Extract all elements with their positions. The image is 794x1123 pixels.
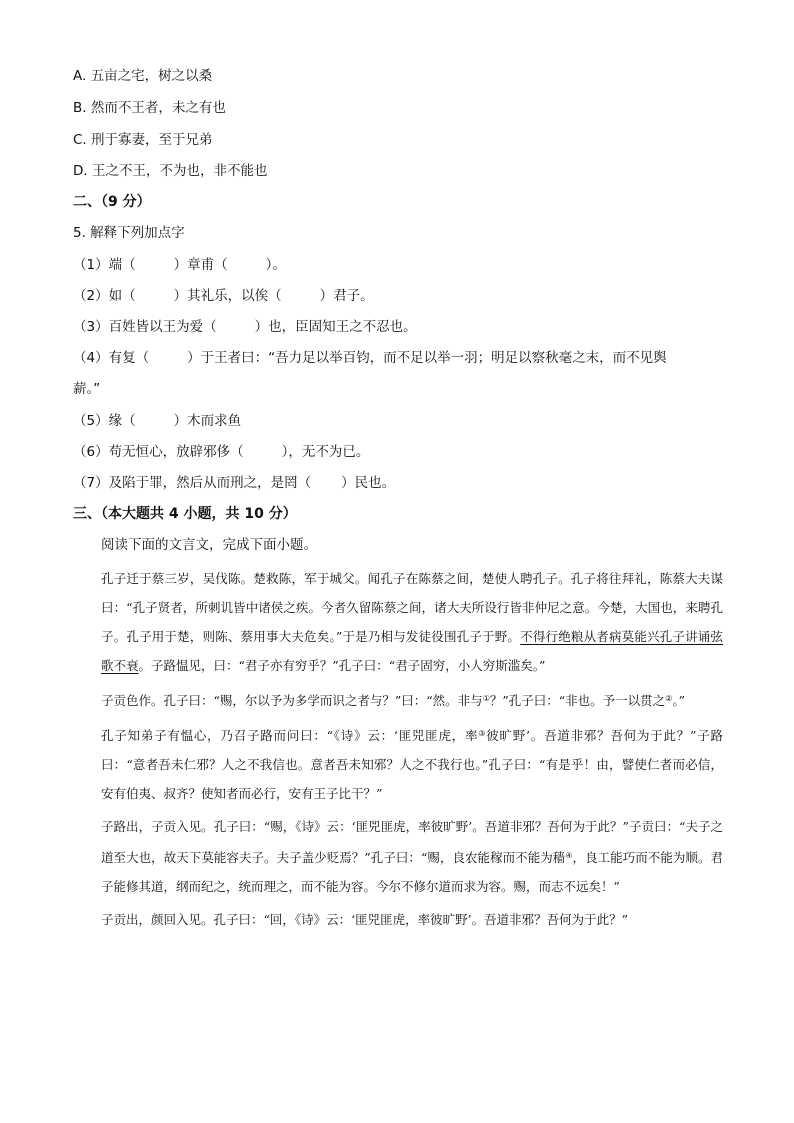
passage-paragraph-5: 子贡出，颜回入见。孔子曰：“回，《诗》云：‘匪兕匪虎，率彼旷野’。吾道非邪？吾何为于此？” <box>101 912 628 927</box>
p1-text-b: 。子路愠见，曰：“君子亦有穷乎？”孔子曰：“君子固穷，小人穷斯滥矣。” <box>138 658 546 673</box>
q5-item-4 <box>73 349 667 367</box>
q5-item-7-a: （7）及陷于罪，然后从而刑之，是罔（ <box>73 475 312 491</box>
q5-item-2-b: ）其礼乐，以俟（ <box>173 288 282 304</box>
q5-item-4-b: ）于王者曰：“吾力足以举百钧，而不足以举一羽；明足以察秋毫之末，而不见舆 <box>187 350 667 366</box>
q5-item-5-b: ）木而求鱼 <box>173 413 242 429</box>
section-2-heading: 二、（9 分） <box>73 194 151 210</box>
footnote-marker-3: ③ <box>478 729 487 738</box>
q5-item-5 <box>73 412 241 430</box>
footnote-marker-1: ① <box>482 694 490 703</box>
p2-text-b: ？”孔子曰：“非也。予一以贯之 <box>489 693 666 708</box>
q5-item-4-a: （4）有复（ <box>73 350 150 366</box>
p2-text-a: 子贡色作。孔子曰：“赐，尔以予为多学而识之者与？”曰：“然。非与 <box>101 693 483 708</box>
q5-item-7-b: ）民也。 <box>341 475 396 491</box>
q5-item-1-b: ）章甫（ <box>173 257 228 273</box>
footnote-marker-2: ② <box>665 694 673 703</box>
option-c: C. 刑于寡妻，至于兄弟 <box>73 132 213 148</box>
p1-text-a: 孔子迁于蔡三岁，吴伐陈。楚救陈，军于城父。闻孔子在陈蔡之间，楚使人聘孔子。孔子将往拜礼，陈蔡大夫谋曰：“孔子贤者，所刺讥皆中诸侯之疾。今者久留陈蔡之间，诸大夫所设行皆非仲尼之意。今楚，大国也，来聘孔子。孔子用于楚，则陈、蔡用事大夫危矣。”于是乃相与发徒役围孔子于野。 <box>101 571 723 644</box>
option-d: D. 王之不王，不为也，非不能也 <box>73 163 268 179</box>
q5-item-6 <box>73 443 369 461</box>
q5-item-1 <box>73 256 286 274</box>
q5-item-3 <box>73 318 417 336</box>
q5-item-2-a: （2）如（ <box>73 288 136 304</box>
q5-item-5-a: （5）缘（ <box>73 413 136 429</box>
q5-item-1-a: （1）端（ <box>73 257 136 273</box>
q5-item-3-b: ）也，臣固知王之不忍也。 <box>254 319 417 335</box>
classical-passage <box>73 564 723 934</box>
p3-text-b: 彼旷野’。吾道非邪？吾何为于此？”子路曰：“意者吾未仁邪？人之不我信也。意者吾未知邪？人之不我行也。”孔子曰：“有是乎！由，譬使仁者而必信，安有伯夷、叔齐？使知者而必行，安有王子比干？” <box>101 728 723 801</box>
p4-text-b: ，良工能巧而不能为顺。君子能修其道，纲而纪之，统而理之，而不能为容。今尔不修尔道而求为容。赐，而志不远矣！” <box>101 850 723 894</box>
passage-paragraph-2 <box>73 684 723 715</box>
p3-text-a: 孔子知弟子有愠心，乃召子路而问曰：“《诗》云：‘匪兕匪虎，率 <box>101 728 479 743</box>
section-3-heading: 三、（本大题共 4 小题，共 10 分） <box>73 506 297 522</box>
question-5-title: 5. 解释下列加点字 <box>73 225 185 241</box>
option-a: A. 五亩之宅，树之以桑 <box>73 68 213 84</box>
passage-paragraph-1 <box>73 564 723 680</box>
p4-text-a: 子路出，子贡入见。孔子曰：“赐，《诗》云：‘匪兕匪虎，率彼旷野’。吾道非邪？吾何为于此？”子贡曰：“夫子之道至大也，故天下莫能容夫子。夫子盖少贬焉？”孔子曰：“赐，良农能稼而不能为穑 <box>101 819 723 865</box>
footnote-marker-4: ④ <box>565 851 573 860</box>
q5-item-2 <box>73 287 374 305</box>
q5-item-3-a: （3）百姓皆以王为爱（ <box>73 319 217 335</box>
q5-item-1-c: ）。 <box>265 257 286 273</box>
q5-item-2-c: ）君子。 <box>319 288 374 304</box>
reading-instruction: 阅读下面的文言文，完成下面小题。 <box>101 537 317 553</box>
q5-item-6-a: （6）苟无恒心，放辟邪侈（ <box>73 444 244 460</box>
underlined-sentence: 不得行绝粮从者病莫能兴孔子讲诵弦歌不衰 <box>101 629 723 673</box>
q5-item-6-b: ），无不为已。 <box>281 444 370 460</box>
q5-item-7 <box>73 474 395 492</box>
passage-paragraph-4 <box>73 812 723 901</box>
q5-item-4-cont: 薪。” <box>73 381 101 397</box>
option-b: B. 然而不王者，未之有也 <box>73 100 226 116</box>
p2-text-c: 。” <box>672 693 685 708</box>
passage-paragraph-3 <box>73 719 723 808</box>
